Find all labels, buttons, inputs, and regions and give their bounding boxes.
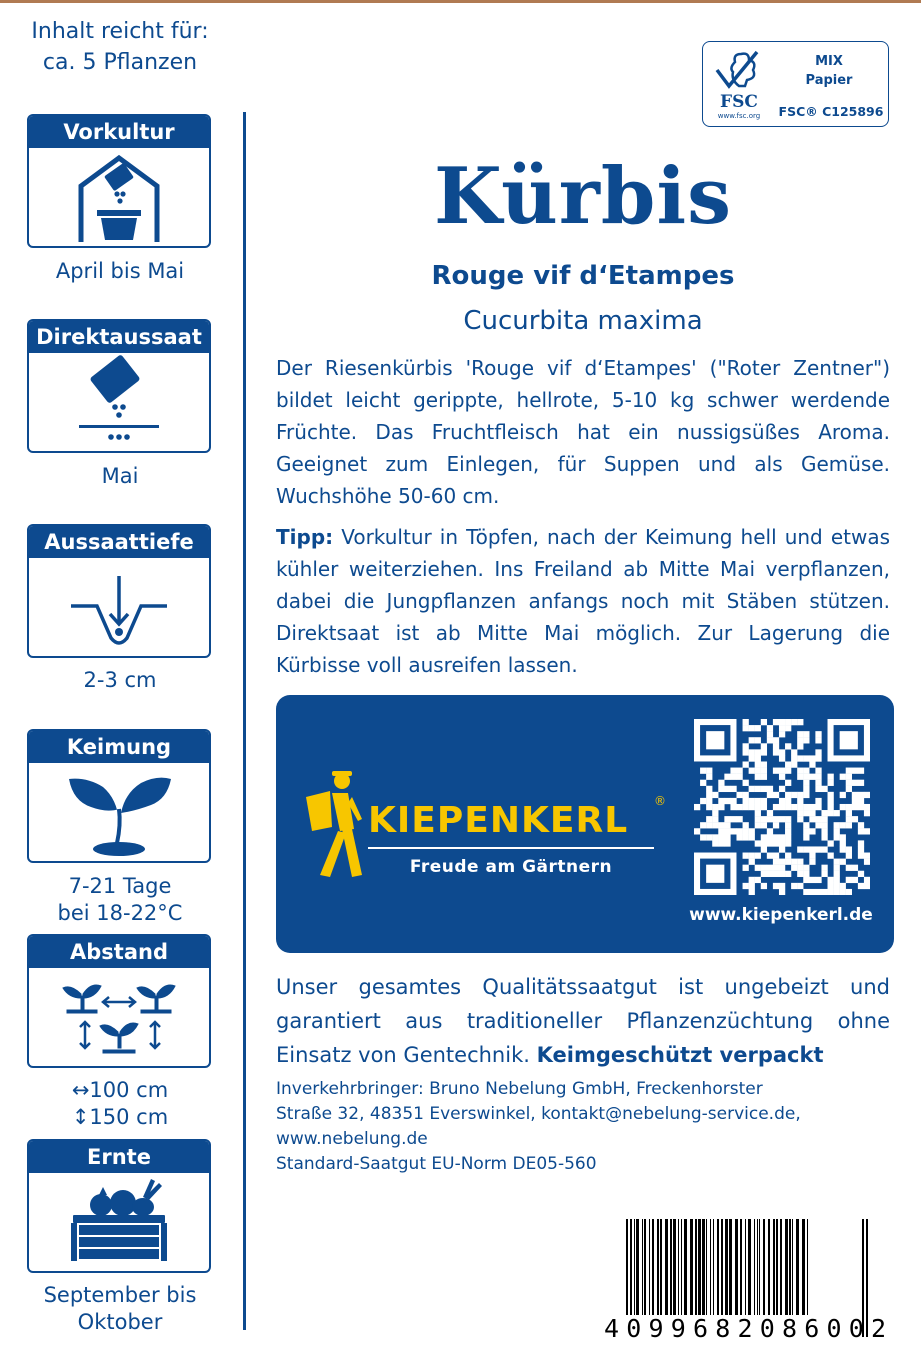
aussaattiefe-title: Aussaattiefe [29,526,209,558]
content-amount-label: Inhalt reicht für: [31,19,209,44]
sowing-depth-icon [59,558,179,656]
fsc-badge [702,41,889,127]
sowing-info-sidebar [0,0,240,1351]
ean-barcode [600,1215,892,1341]
vorkultur-box [27,114,211,248]
product-variety: Rouge vif d‘Etampes [431,261,735,291]
keimung-box [27,729,211,863]
direktaussaat-period: Mai [101,464,139,488]
plant-spacing-icon [59,968,179,1066]
barcode-digits: 4099682086002 [604,1314,886,1341]
vorkultur-title: Vorkultur [29,116,209,148]
content-amount [0,16,240,78]
brand-panel [276,695,894,953]
product-description: Der Riesenkürbis 'Rouge vif d‘Etampes' ("Roter Zentner") bildet leicht gerippte, hellrote, 5-10 kg schwer werdende Früchte. Das Fruchtfleisch hat ein nussigsüßes Aroma. Geeignet zum Einlegen, für Suppen und als Gemüse. Wuchshöhe 50-60 cm. [276,356,890,508]
fsc-mix-label [775,52,883,90]
distributor-line: Straße 32, 48351 Everswinkel, kontakt@nebelung-service.de, [276,1104,801,1124]
fsc-license-code: FSC® C125896 [778,104,884,119]
brand-slogan: Freude am Gärtnern [409,857,613,877]
aussaattiefe-box [27,524,211,658]
ernte-box [27,1139,211,1273]
seed-packet-sowing-icon [59,353,179,451]
distributor-line: www.nebelung.de [276,1129,428,1149]
tip-label: Tipp: [276,525,334,549]
keimung-title: Keimung [29,731,209,763]
distributor-info [276,1077,890,1177]
growing-tip [276,521,890,681]
vorkultur-caption [0,258,240,285]
brand-divider [368,847,654,849]
ernte-caption [0,1282,240,1336]
direktaussaat-caption [0,463,240,490]
greenhouse-seed-pot-icon [59,148,179,246]
fsc-paper: Papier [805,73,853,88]
fsc-mix: MIX [815,54,843,69]
abstand-row-distance: ↔100 cm [71,1078,169,1102]
qr-code[interactable] [694,719,870,895]
brand-registered-mark: ® [654,794,666,808]
keimung-temperature: bei 18-22°C [57,901,183,925]
hiker-logo-icon [302,767,372,897]
product-title: Kürbis [434,151,732,242]
quality-bold: Keimgeschützt verpackt [536,1043,824,1067]
fsc-logo-text: FSC [720,92,758,112]
quality-text: Unser gesamtes Qualitätssaatgut ist ungebeizt und garantiert aus traditioneller Pflanzenzüchtung ohne Einsatz von Gentechnik. [276,975,890,1067]
fsc-tree-check-icon [709,46,769,96]
brand-name: KIEPENKERL [368,800,629,841]
aussaattiefe-caption [0,667,240,694]
distributor-line: Inverkehrbringer: Bruno Nebelung GmbH, Freckenhorster [276,1079,763,1099]
fsc-url: www.fsc.org [717,112,761,120]
vorkultur-period: April bis Mai [55,259,185,283]
abstand-caption [0,1077,240,1131]
distributor-line: Standard-Saatgut EU-Norm DE05-560 [276,1154,597,1174]
harvest-crate-icon [59,1173,179,1271]
ernte-period-end: Oktober [77,1310,163,1334]
keimung-caption [0,873,240,927]
direktaussaat-title: Direktaussaat [29,321,209,353]
ernte-period-start: September bis [43,1283,197,1307]
seedling-icon [59,763,179,861]
brand-website[interactable]: www.kiepenkerl.de [689,905,873,925]
ernte-title: Ernte [29,1141,209,1173]
quality-statement [276,970,890,1072]
aussaattiefe-value: 2-3 cm [83,668,157,692]
product-latin-name: Cucurbita maxima [463,306,703,336]
direktaussaat-box [27,319,211,453]
tip-text: Vorkultur in Töpfen, nach der Keimung hell und etwas kühler weiterziehen. Ins Freiland ab Mitte Mai verpflanzen, dabei die Jungpflanzen anfangs noch mit Stäben stützen. Direktsaat ist ab Mitte Mai möglich. Zur Lagerung die Kürbisse voll ausreifen lassen. [276,525,890,677]
content-amount-value: ca. 5 Pflanzen [42,50,198,75]
abstand-box [27,934,211,1068]
abstand-title: Abstand [29,936,209,968]
abstand-plant-distance: ↕150 cm [71,1105,169,1129]
keimung-duration: 7-21 Tage [68,874,172,898]
column-divider [243,112,246,1330]
